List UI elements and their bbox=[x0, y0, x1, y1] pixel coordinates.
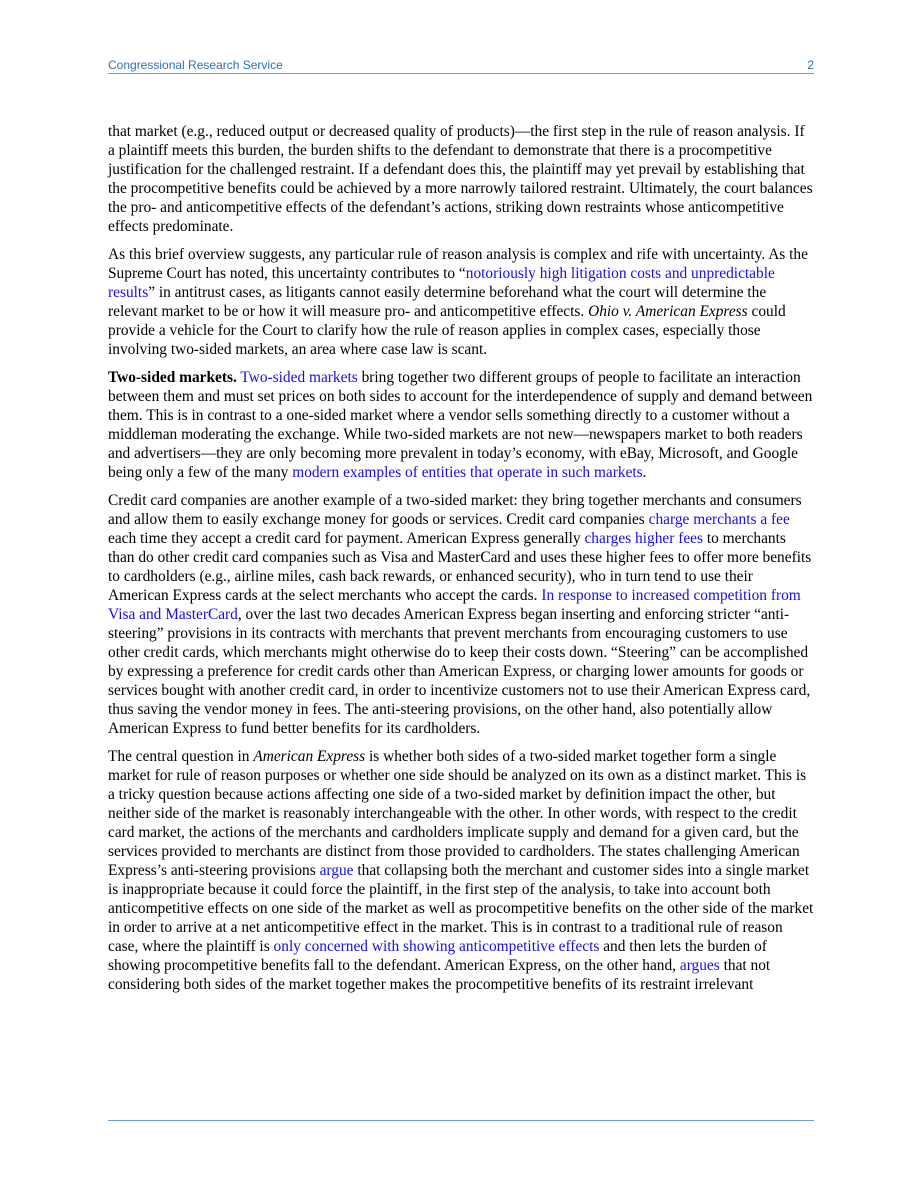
link-charge-merchants-fee[interactable]: charge merchants a fee bbox=[648, 511, 790, 528]
paragraph-4: Credit card companies are another example of a two-sided market: they bring together merchants and consumers and allow them to easily exchange money for goods or services. Credit card companies charge merchants a fee each time they accept a credit card for payment. American Express generally charges higher fees to merchants than do other credit card companies such as Visa and MasterCard and uses these higher fees to offer more benefits to cardholders (e.g., airline miles, cash back rewards, or enhanced security), who in turn tend to use their American Express cards at the select merchants who accept the cards. In response to increased competition from Visa and MasterCard, over the last two decades American Express began inserting and enforcing stricter “anti-steering” provisions in its contracts with merchants that prevent merchants from encouraging customers to use other credit cards, which merchants might otherwise do to keep their costs down. “Steering” can be accomplished by expressing a preference for credit cards other than American Express, or charging lower amounts for goods or services bought with another credit card, in order to incentivize customers not to use their American Express card, thus saving the vendor money in fees. The anti-steering provisions, on the other hand, also potentially allow American Express to fund better benefits for its cardholders. bbox=[108, 492, 812, 737]
link-anticompetitive-effects[interactable]: only concerned with showing anticompetitive effects bbox=[273, 938, 600, 955]
link-argue[interactable]: argue bbox=[319, 862, 354, 879]
page-number: 2 bbox=[807, 58, 814, 72]
header-org: Congressional Research Service bbox=[108, 58, 283, 72]
section-heading: Two-sided markets. bbox=[108, 369, 237, 386]
link-increased-competition[interactable]: In response to increased competition from Visa and MasterCard bbox=[108, 587, 801, 623]
link-modern-examples[interactable]: modern examples of entities that operate in such markets bbox=[292, 464, 643, 481]
link-two-sided-markets[interactable]: Two-sided markets bbox=[240, 369, 358, 386]
case-name: Ohio v. American Express bbox=[588, 303, 748, 320]
paragraph-2: As this brief overview suggests, any particular rule of reason analysis is complex and rife with uncertainty. As the Supreme Court has noted, this uncertainty contributes to “notoriously high litigation costs and unpredictable results” in antitrust cases, as litigants cannot easily determine beforehand what the court will determine the relevant market to be or how it will measure pro- and anticompetitive effects. Ohio v. American Express could provide a vehicle for the Court to clarify how the rule of reason applies in complex cases, especially those involving two-sided markets, an area where case law is scant. bbox=[108, 246, 808, 358]
link-argues[interactable]: argues bbox=[679, 957, 720, 974]
document-body bbox=[108, 122, 814, 1003]
page-header bbox=[108, 58, 814, 74]
link-charges-higher-fees[interactable]: charges higher fees bbox=[584, 530, 703, 547]
paragraph-1: that market (e.g., reduced output or decreased quality of products)—the first step in the rule of reason analysis. If a plaintiff meets this burden, the burden shifts to the defendant to demonstrate that there is a procompetitive justification for the challenged restraint. If a defendant does this, the plaintiff may yet prevail by establishing that the procompetitive benefits could be achieved by a more narrowly tailored restraint. Ultimately, the court balances the pro- and anticompetitive effects of the defendant’s actions, striking down restraints whose anticompetitive effects predominate. bbox=[108, 123, 813, 235]
footer-rule bbox=[108, 1120, 814, 1121]
link-litigation-costs[interactable]: notoriously high litigation costs and unpredictable results bbox=[108, 265, 775, 301]
paragraph-3: Two-sided markets. Two-sided markets bring together two different groups of people to facilitate an interaction between them and must set prices on both sides to account for the interdependence of supply and demand between them. This is in contrast to a one-sided market where a vendor sells something directly to a customer without a middleman moderating the exchange. While two-sided markets are not new—newspapers market to both readers and advertisers—they are only becoming more prevalent in today’s economy, with eBay, Microsoft, and Google being only a few of the many modern examples of entities that operate in such markets. bbox=[108, 369, 813, 481]
case-name: American Express bbox=[253, 748, 366, 765]
paragraph-5: The central question in American Express is whether both sides of a two-sided market together form a single market for rule of reason purposes or whether one side should be analyzed on its own as a distinct market. This is a tricky question because actions affecting one side of a two-sided market by definition impact the other, but neither side of the market is reasonably interchangeable with the other. In other words, with respect to the credit card market, the actions of the merchants and cardholders implicate supply and demand for a given card, but the services provided to merchants are distinct from those provided to cardholders. The states challenging American Express’s anti-steering provisions argue that collapsing both the merchant and customer sides into a single market is inappropriate because it could force the plaintiff, in the first step of the analysis, to take into account both anticompetitive effects on one side of the market as well as procompetitive benefits on the other side of the market in order to arrive at a net anticompetitive effect in the market. This is in contrast to a traditional rule of reason case, where the plaintiff is only concerned with showing anticompetitive effects and then lets the burden of showing procompetitive benefits fall to the defendant. American Express, on the other hand, argues that not considering both sides of the market together makes the procompetitive benefits of its restraint irrelevant bbox=[108, 748, 814, 993]
